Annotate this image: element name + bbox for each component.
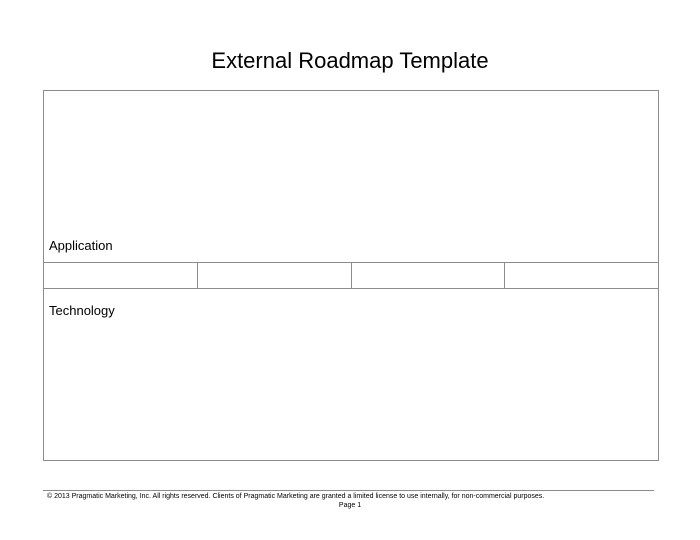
application-section[interactable] <box>44 91 658 263</box>
timeline-cell-4[interactable] <box>505 263 658 288</box>
application-label: Application <box>49 238 113 253</box>
copyright-notice: © 2013 Pragmatic Marketing, Inc. All rights reserved. Clients of Pragmatic Marketing are granted a limited license to use internally, for non-commercial purposes. <box>47 493 545 500</box>
footer-divider <box>43 490 654 491</box>
page-number: Page 1 <box>338 502 362 509</box>
roadmap-table <box>43 90 659 461</box>
timeline-cell-1[interactable] <box>44 263 198 288</box>
technology-section[interactable] <box>44 289 658 460</box>
timeline-cell-2[interactable] <box>198 263 352 288</box>
page-title: External Roadmap Template <box>211 48 489 73</box>
timeline-row <box>44 263 658 289</box>
technology-label: Technology <box>49 303 115 318</box>
timeline-cell-3[interactable] <box>352 263 506 288</box>
